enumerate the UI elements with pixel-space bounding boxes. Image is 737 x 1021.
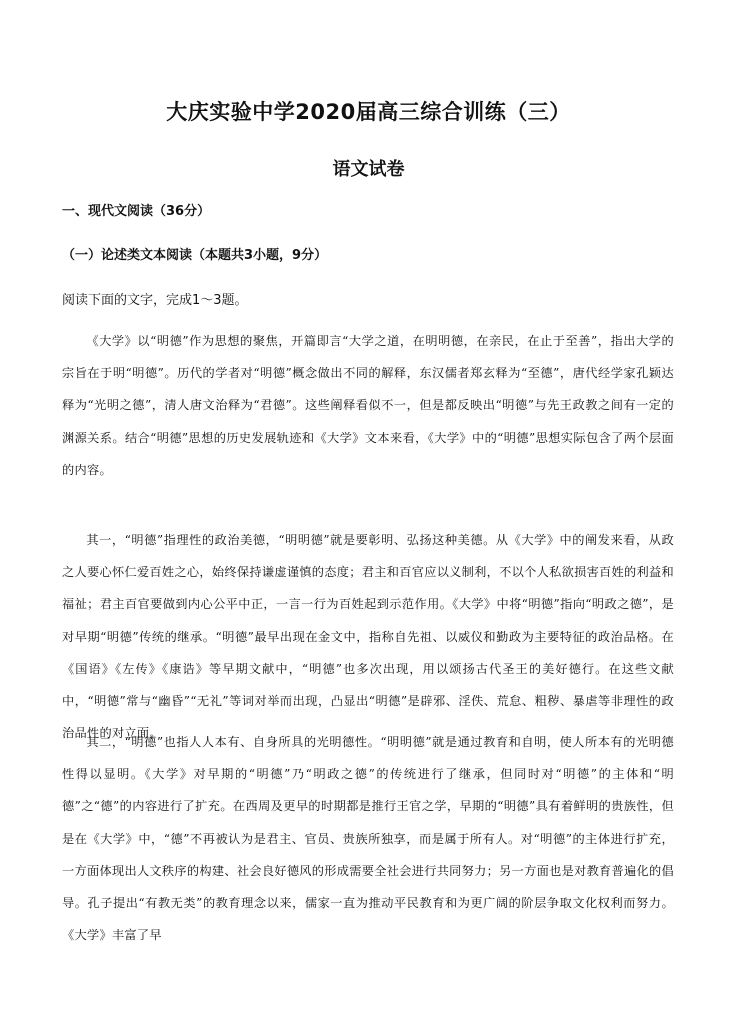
paragraph-3: 其二，“明德”也指人人本有、自身所具的光明德性。“明明德”就是通过教育和自明，使人所本有的光明德性得以显明。《大学》对早期的“明德”乃“明政之德”的传统进行了继承，但同时对“明德”的主体和“明德”之“德”的内容进行了扩充。在西周及更早的时期都是推行王官之学，早期的“明德”具有着鲜明的贵族性，但是在《大学》中，“德”不再被认为是君主、官员、贵族所独享，而是属于所有人。对“明德”的主体进行扩充，一方面体现出人文秩序的构建、社会良好德风的形成需要全社会进行共同努力；另一方面也是对教育普遍化的倡导。孔子提出“有教无类”的教育理念以来，儒家一直为推动平民教育和为更广阔的阶层争取文化权利而努力。《大学》丰富了早: [62, 735, 674, 943]
subsection-heading: （一）论述类文本阅读（本题共3小题，9分）: [62, 248, 328, 263]
document-subtitle: 语文试卷: [332, 159, 405, 180]
document-title: 大庆实验中学2020届高三综合训练（三）: [166, 100, 571, 124]
section-heading: 一、现代文阅读（36分）: [62, 204, 211, 219]
paragraph-2: 其一，“明德”指理性的政治美德，“明明德”就是要彰明、弘扬这种美德。从《大学》中的阐发来看，从政之人要心怀仁爱百姓之心，始终保持谦虚谨慎的态度；君主和百官应以义制利，不以个人私欲损害百姓的利益和福祉；君主百官要做到内心公平中正，一言一行为百姓起到示范作用。《大学》中将“明德”指向“明政之德”，是对早期“明德”传统的继承。“明德”最早出现在金文中，指称自先祖、以威仪和勤政为主要特征的政治品格。在《国语》《左传》《康诰》等早期文献中，“明德”也多次出现，用以颂扬古代圣王的美好德行。在这些文献中，“明德”常与“幽昏”“无礼”等词对举而出现，凸显出“明德”是辟邪、淫佚、荒怠、粗秽、暴虐等非理性的政治品性的对立面。: [62, 533, 674, 741]
reading-instruction: 阅读下面的文字，完成1～3题。: [62, 293, 248, 308]
paragraph-1: 《大学》以“明德”作为思想的聚焦，开篇即言“大学之道，在明明德，在亲民，在止于至善”，指出大学的宗旨在于明“明德”。历代的学者对“明德”概念做出不同的解释，东汉儒者郑玄释为“至德”，唐代经学家孔颖达释为“光明之德”，清人唐文治释为“君德”。这些阐释看似不一，但是都反映出“明德”与先王政教之间有一定的渊源关系。结合“明德”思想的历史发展轨迹和《大学》文本来看，《大学》中的“明德”思想实际包含了两个层面的内容。: [62, 334, 674, 477]
